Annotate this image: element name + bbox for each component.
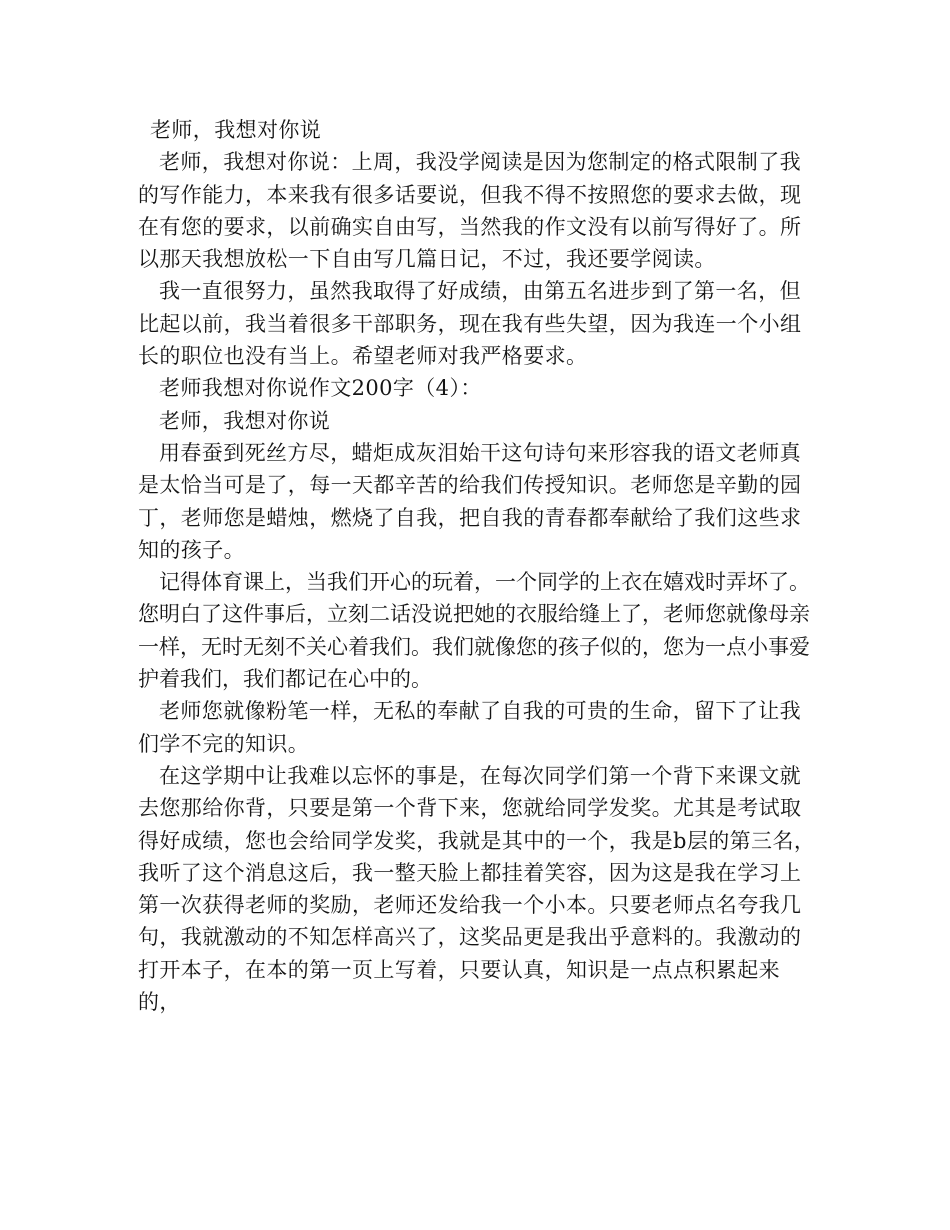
paragraph: 老师，我想对你说：上周，我没学阅读是因为您制定的格式限制了我的写作能力，本来我有很多话要说，但我不得不按照您的要求去做，现在有您的要求，以前确实自由写，当然我的作文没有以前写得好了。所以那天我想放松一下自由写几篇日记，不过，我还要学阅读。 xyxy=(138,150,802,272)
paragraph: 老师您就像粉笔一样，无私的奉献了自我的可贵的生命，留下了让我们学不完的知识。 xyxy=(138,699,801,756)
paragraph: 我一直很努力，虽然我取得了好成绩，由第五名进步到了第一名，但比起以前，我当着很多干部职务，现在我有些失望，因为我连一个小组长的职位也没有当上。希望老师对我严格要求。 xyxy=(138,279,802,369)
document-body xyxy=(138,114,818,1018)
paragraph: 记得体育课上，当我们开心的玩着，一个同学的上衣在嬉戏时弄坏了。您明白了这件事后，立刻二话没说把她的衣服给缝上了，老师您就像母亲一样，无时无刻不关心着我们。我们就像您的孩子似的，您为一点小事爱护着我们，我们都记在心中的。 xyxy=(138,570,810,692)
section-subtitle: 老师，我想对你说 xyxy=(159,408,331,433)
paragraph: 在这学期中让我难以忘怀的事是，在每次同学们第一个背下来课文就去您那给你背，只要是第一个背下来，您就给同学发奖。尤其是考试取得好成绩，您也会给同学发奖，我就是其中的一个，我是b层的第三名，我听了这个消息这后，我一整天脸上都挂着笑容，因为这是我在学习上第一次获得老师的奖励，老师还发给我一个小本。只要老师点名夸我几句，我就激动的不知怎样高兴了，这奖品更是我出乎意料的。我激动的打开本子，在本的第一页上写着，只要认真，知识是一点点积累起来的， xyxy=(138,763,816,1015)
section-heading: 老师我想对你说作文200字（4）： xyxy=(159,376,482,401)
paragraph: 用春蚕到死丝方尽，蜡炬成灰泪始干这句诗句来形容我的语文老师真是太恰当可是了，每一天都辛苦的给我们传授知识。老师您是辛勤的园丁，老师您是蜡烛，燃烧了自我，把自我的青春都奉献给了我们这些求知的孩子。 xyxy=(138,440,802,562)
document-title: 老师，我想对你说 xyxy=(150,118,322,142)
